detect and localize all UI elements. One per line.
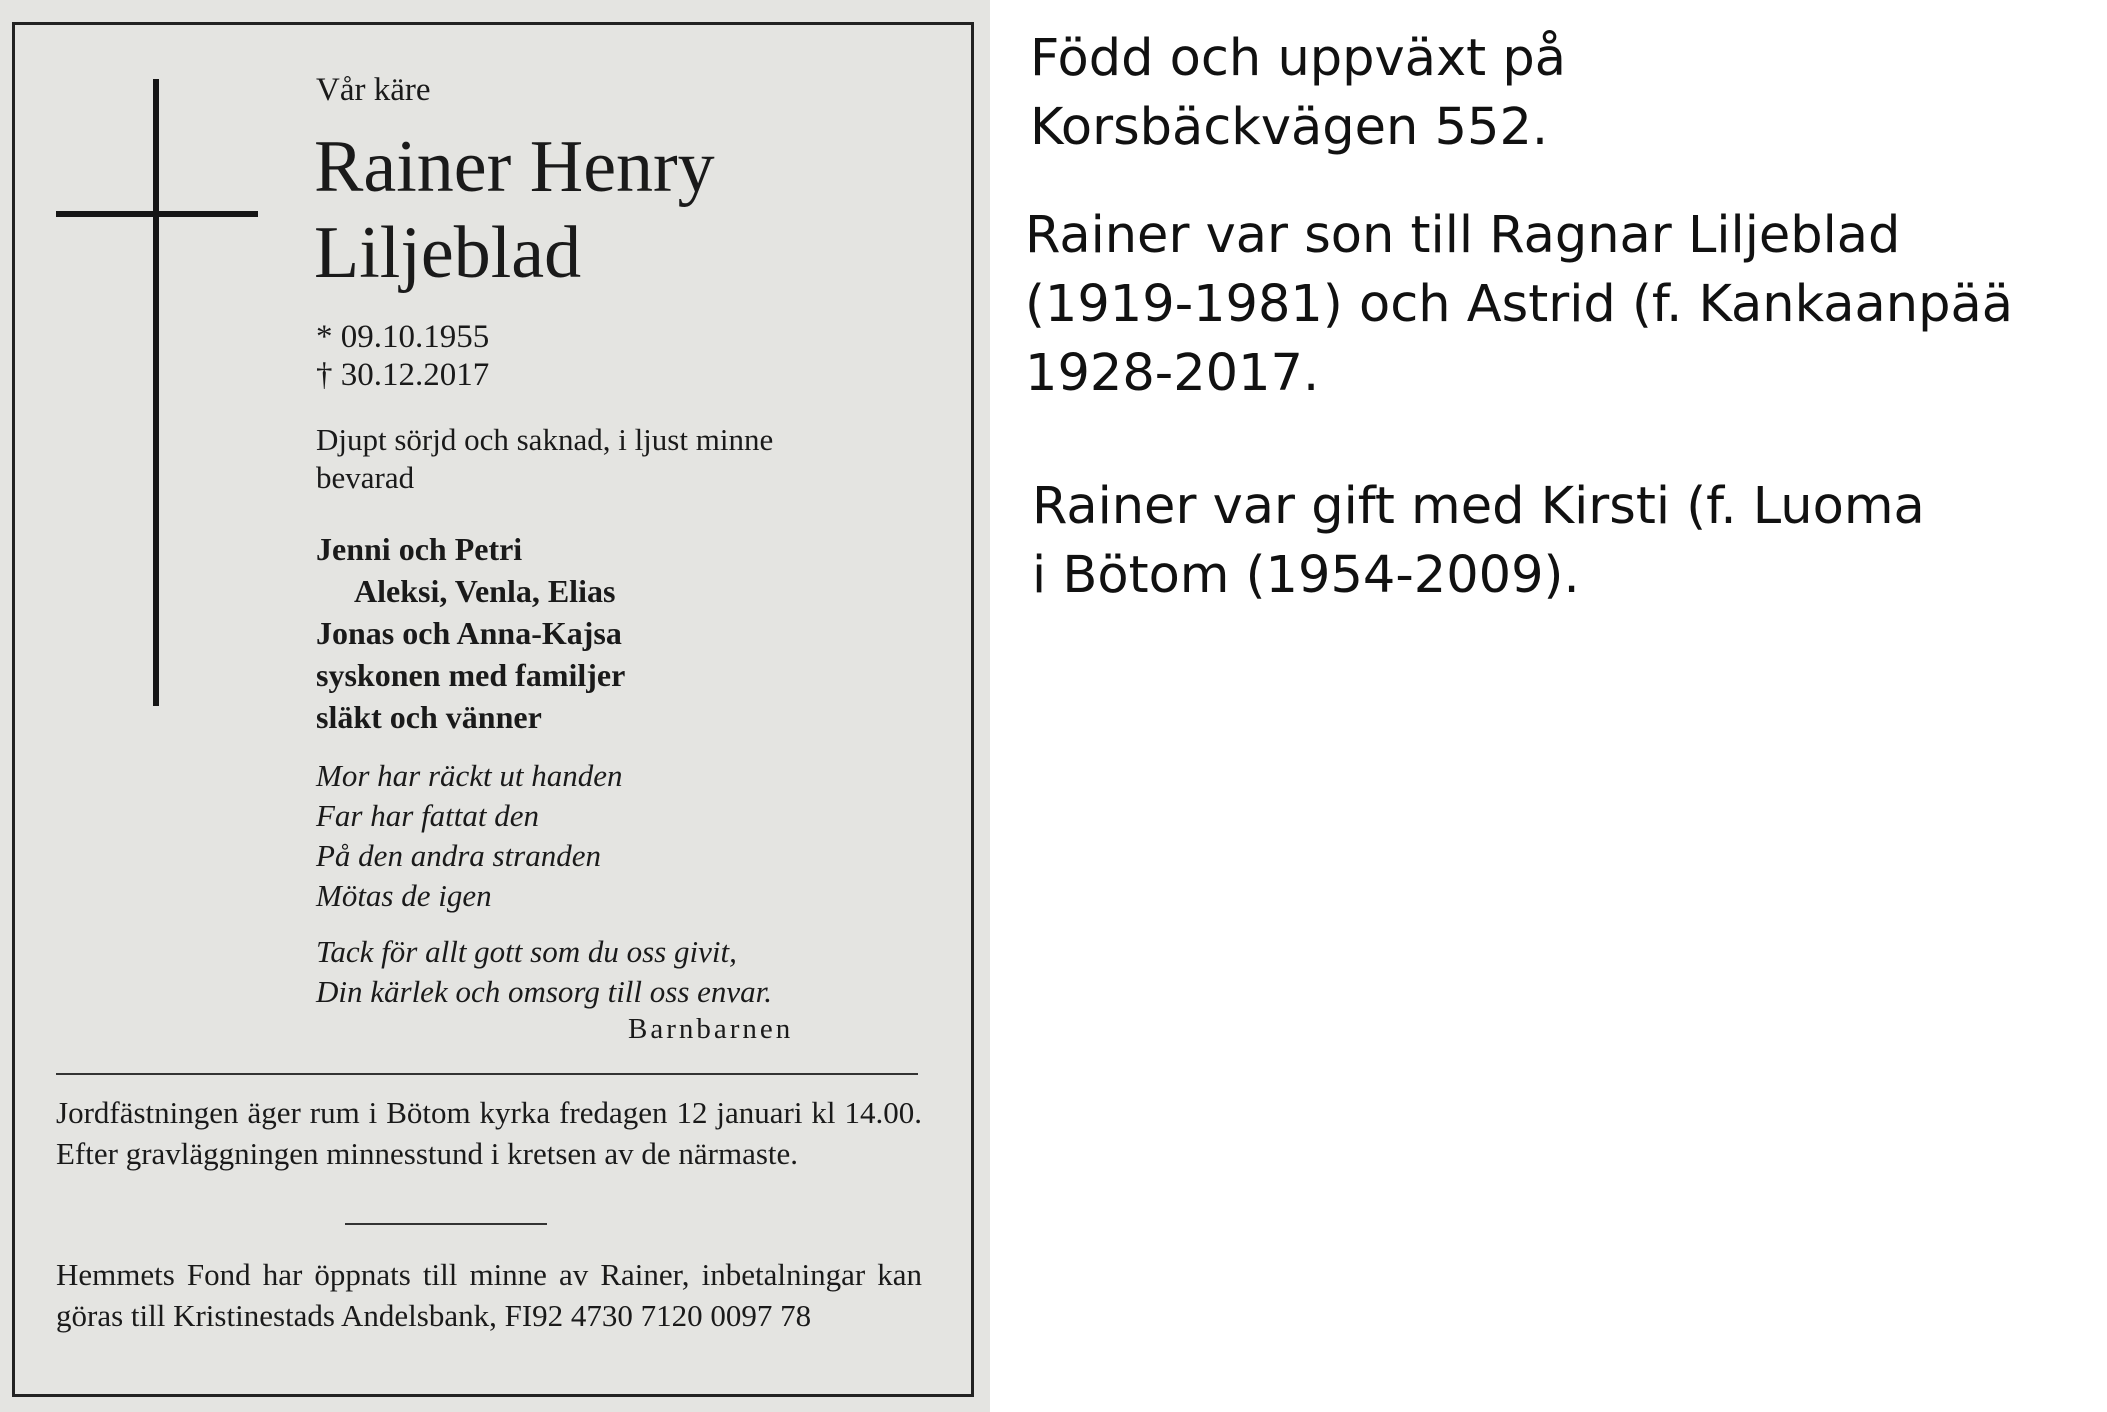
family-list xyxy=(316,528,625,738)
note-spouse xyxy=(1032,472,1925,610)
divider xyxy=(56,1073,918,1075)
poem-line: Far har fattat den xyxy=(316,798,540,833)
mourning-line: bevarad xyxy=(316,460,415,495)
family-member: Jonas och Anna-Kajsa xyxy=(316,615,622,651)
thanks-verse xyxy=(316,932,772,1012)
note-line: Född och uppväxt på xyxy=(1030,29,1566,88)
note-line: 1928-2017. xyxy=(1025,344,1320,403)
thanks-line: Tack för allt gott som du oss givit, xyxy=(316,934,737,969)
mourning-line: Djupt sörjd och saknad, i ljust minne xyxy=(316,422,774,457)
thanks-line: Din kärlek och omsorg till oss envar. xyxy=(316,974,773,1009)
note-line: (1919-1981) och Astrid (f. Kankaanpää xyxy=(1025,275,2013,334)
mourning-text xyxy=(316,421,773,497)
note-upbringing xyxy=(1030,24,1566,162)
death-date: † 30.12.2017 xyxy=(316,357,490,393)
deceased-name-last: Liljeblad xyxy=(314,212,582,294)
funeral-notice: Jordfästningen äger rum i Bötom kyrka fredagen 12 januari kl 14.00. Efter gravläggningen minnesstund i kretsen av de närmaste. xyxy=(56,1095,922,1171)
divider xyxy=(345,1223,547,1225)
birth-date: * 09.10.1955 xyxy=(316,319,490,355)
life-dates xyxy=(316,318,489,394)
family-member: syskonen med familjer xyxy=(316,657,626,693)
note-parents xyxy=(1025,201,2013,408)
deceased-name-first: Rainer Henry xyxy=(314,126,715,208)
obituary-intro: Vår käre xyxy=(316,72,431,108)
note-line: Rainer var son till Ragnar Liljeblad xyxy=(1025,206,1901,265)
note-line: i Bötom (1954-2009). xyxy=(1032,546,1580,605)
poem-line: Mötas de igen xyxy=(316,878,492,913)
family-member: Jenni och Petri xyxy=(316,531,523,567)
cross-icon-bar xyxy=(56,211,258,217)
note-line: Korsbäckvägen 552. xyxy=(1030,98,1549,157)
poem-line: På den andra stranden xyxy=(316,838,602,873)
memorial-poem xyxy=(316,756,623,916)
poem-line: Mor har räckt ut handen xyxy=(316,758,623,793)
signoff: Barnbarnen xyxy=(628,1013,794,1045)
note-line: Rainer var gift med Kirsti (f. Luoma xyxy=(1032,477,1925,536)
newspaper-clipping xyxy=(0,0,990,1412)
fund-notice: Hemmets Fond har öppnats till minne av Rainer, inbetalningar kan göras till Kristinestads Andelsbank, FI92 4730 7120 0097 78 xyxy=(56,1257,922,1333)
family-member: släkt och vänner xyxy=(316,699,542,735)
cross-icon xyxy=(153,79,159,706)
family-member: Aleksi, Venla, Elias xyxy=(354,573,616,609)
